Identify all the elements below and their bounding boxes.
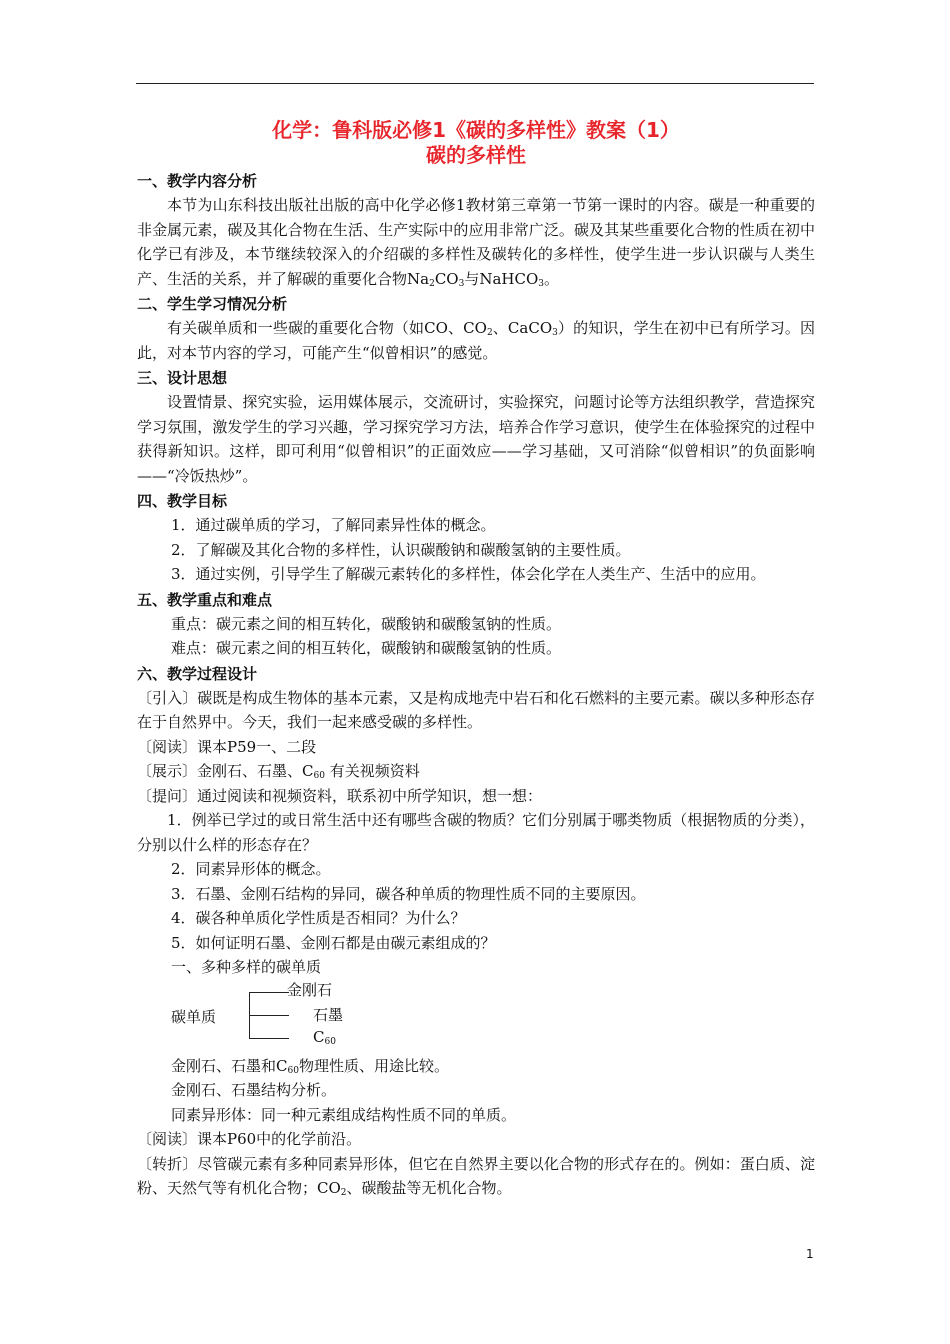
list-item: 2．了解碳及其化合物的多样性，认识碳酸钠和碳酸氢钠的主要性质。	[171, 540, 631, 559]
section-heading: 二、学生学习情况分析	[137, 295, 288, 313]
subsection-heading: 一、多种多样的碳单质	[171, 958, 322, 976]
header-rule	[136, 83, 814, 84]
section-heading: 三、设计思想	[137, 369, 228, 387]
page-number: 1	[806, 1247, 814, 1261]
question-item: 4．碳各种单质化学性质是否相同？为什么？	[171, 909, 466, 927]
paragraph: 〔展示〕金刚石、石墨、$C_{60}$ 有关视频资料	[137, 762, 420, 781]
key-point: 重点：碳元素之间的相互转化，碳酸钠和碳酸氢钠的性质。	[171, 614, 562, 633]
list-item: 1．通过碳单质的学习，了解同素异性体的概念。	[171, 516, 496, 534]
question-item: 3．石墨、金刚石结构的异同，碳各种单质的物理性质不同的主要原因。	[171, 884, 646, 903]
paragraph: 〔引入〕碳既是构成生物体的基本元素，又是构成地壳中岩石和化石燃料的主要元素。碳以多种形态存在于自然界中。今天，我们一起来感受碳的多样性。	[137, 688, 815, 731]
document-subtitle: 碳的多样性	[426, 143, 526, 167]
bracket-branch	[249, 1038, 289, 1039]
paragraph: 有关碳单质和一些碳的重要化合物（如CO、$CO_2$、CaCO$_3$）的知识，学生在初中已有所学习。因此，对本节内容的学习，可能产生“似曾相识”的感觉。	[137, 319, 815, 362]
diagram-item-diamond: 金刚石	[287, 980, 333, 999]
paragraph: 设置情景、探究实验，运用媒体展示，交流研讨，实验探究，问题讨论等方法组织教学，营造探究学习氛围，激发学生的学习兴趣，学习探究学习方法，培养合作学习意识，使学生在体验探究的过程中获得新知识。这样，即可利用“似曾相识”的正面效应——学习基础，又可消除“似曾相识”的负面影响——“冷饭热炒”。	[137, 393, 815, 485]
difficult-point: 难点：碳元素之间的相互转化，碳酸钠和碳酸氢钠的性质。	[171, 639, 562, 657]
paragraph: 〔阅读〕课本P60中的化学前沿。	[137, 1130, 362, 1148]
diagram-label: 碳单质	[171, 1007, 217, 1026]
paragraph: 本节为山东科技出版社出版的高中化学必修1教材第三章第一节第一课时的内容。碳是一种重要的非金属元素，碳及其化合物在生活、生产实际中的应用非常广泛。碳及其某些重要化合物的性质在初中化学已有涉及，本节继续较深入的介绍碳的多样性及碳转化的多样性，使学生进一步认识碳与人类生产、生活的关系，并了解碳的重要化合物$Na_2CO_3$与NaHCO$_3$。	[137, 196, 815, 289]
carbon-allotrope-diagram	[137, 982, 815, 1054]
paragraph: 〔阅读〕课本P59一、二段	[137, 737, 317, 756]
question-item: 5．如何证明石墨、金刚石都是由碳元素组成的？	[171, 933, 496, 952]
bracket-branch	[249, 992, 289, 993]
question-item: 2．同素异形体的概念。	[171, 860, 331, 878]
paragraph: 〔提问〕通过阅读和视频资料，联系初中所学知识，想一想：	[137, 786, 543, 805]
list-item: 3．通过实例，引导学生了解碳元素转化的多样性，体会化学在人类生产、生活中的应用。	[171, 565, 766, 583]
diagram-item-c60: $C_{60}$	[313, 1027, 336, 1047]
paragraph: 同素异形体：同一种元素组成结构性质不同的单质。	[171, 1105, 517, 1124]
paragraph: 〔转折〕尽管碳元素有多种同素异形体，但它在自然界主要以化合物的形式存在的。例如：蛋白质、淀粉、天然气等有机化合物；$CO_2$、碳酸盐等无机化合物。	[137, 1154, 815, 1198]
paragraph: 金刚石、石墨结构分析。	[171, 1081, 337, 1099]
section-heading: 一、教学内容分析	[137, 172, 258, 190]
question-item: 1．例举已学过的或日常生活中还有哪些含碳的物质？它们分别属于哪类物质（根据物质的分类），分别以什么样的形态存在？	[137, 811, 815, 854]
section-heading: 五、教学重点和难点	[137, 590, 273, 609]
document-page	[137, 118, 815, 1201]
section-heading: 六、教学过程设计	[137, 664, 258, 683]
document-title: 化学：鲁科版必修1《碳的多样性》教案（1）	[272, 118, 680, 142]
paragraph: 金刚石、石墨和$C_{60}$物理性质、用途比较。	[171, 1056, 449, 1076]
diagram-item-graphite: 石墨	[313, 1005, 344, 1024]
bracket-branch	[249, 1015, 289, 1016]
section-heading: 四、教学目标	[137, 492, 228, 510]
